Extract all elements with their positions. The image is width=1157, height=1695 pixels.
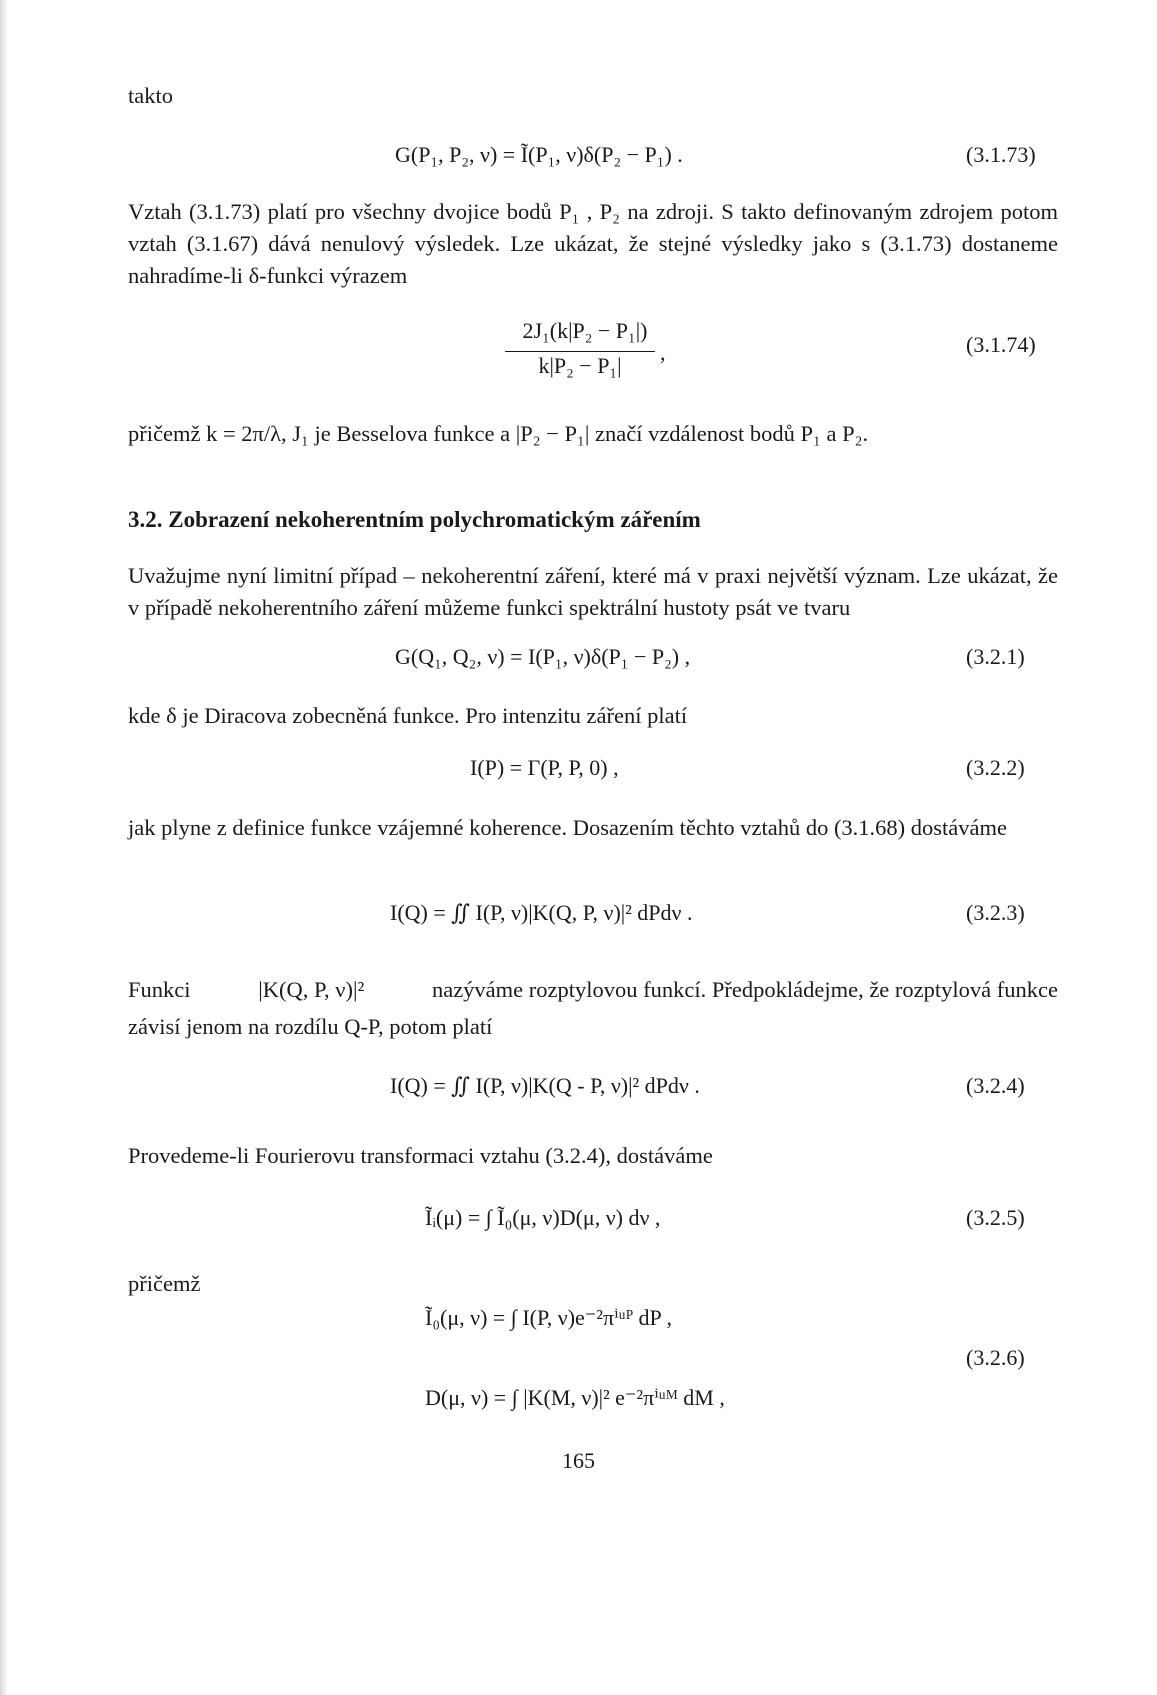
equation-3-2-5: Ĩᵢ(μ) = ∫ Ĩ₀(μ, ν)D(μ, ν) dν ,: [425, 1205, 661, 1230]
equation-number-3-2-2: (3.2.2): [966, 755, 1025, 780]
paragraph-6-inline-math: |K(Q, P, ν)|²: [258, 977, 365, 1002]
equation-3-2-6-b: D(μ, ν) = ∫ |K(M, ν)|² e⁻²πⁱᵘᴹ dM ,: [425, 1385, 725, 1410]
text-line-pricemz: přičemž: [128, 1271, 201, 1296]
text-line-takto: takto: [128, 83, 173, 108]
equation-3-2-4: I(Q) = ∬ I(P, ν)|K(Q - P, ν)|² dPdν .: [390, 1073, 700, 1098]
paragraph-6-text-b: nazýváme rozptylovou funkcí. Předpokládejme, že rozptylová funkce: [431, 977, 1058, 1002]
equation-number-3-2-4: (3.2.4): [966, 1073, 1025, 1098]
equation-3-2-2: I(P) = Γ(P, P, 0) ,: [470, 755, 619, 780]
equation-3-2-1: G(Q₁, Q₂, ν) = I(P₁, ν)δ(P₁ − P₂) ,: [395, 644, 691, 669]
fraction-bar-3-1-74: [505, 351, 655, 352]
paragraph-2-text-a: přičemž k = 2π/λ, J₁ je Besselova funkce a: [128, 421, 511, 446]
paragraph-2-inline-math: |P₂ − P₁|: [515, 421, 590, 446]
paragraph-6-line-1: [128, 974, 1058, 1006]
paragraph-2: [128, 418, 1058, 450]
equation-number-3-2-6: (3.2.6): [966, 1345, 1025, 1370]
fraction-numerator-3-1-74: 2J₁(k|P₂ − P₁|): [522, 318, 648, 343]
paragraph-5: jak plyne z definice funkce vzájemné koherence. Dosazením těchto vztahů do (3.1.68) dostáváme: [128, 815, 1008, 840]
equation-3-1-73: G(P₁, P₂, ν) = Ĩ(P₁, ν)δ(P₂ − P₁) .: [395, 142, 683, 167]
equation-number-3-2-1: (3.2.1): [966, 644, 1025, 669]
equation-3-2-6-a: Ĩ₀(μ, ν) = ∫ I(P, ν)e⁻²πⁱᵘᴾ dP ,: [425, 1305, 672, 1330]
paragraph-4: kde δ je Diracova zobecněná funkce. Pro intenzitu záření platí: [128, 703, 688, 728]
paragraph-7: Provedeme-li Fourierovu transformaci vztahu (3.2.4), dostáváme: [128, 1143, 713, 1168]
equation-3-2-3: I(Q) = ∬ I(P, ν)|K(Q, P, ν)|² dPdν .: [390, 900, 693, 925]
page-number: 165: [562, 1448, 595, 1473]
equation-number-3-1-74: (3.1.74): [966, 332, 1036, 357]
paragraph-6-line-2: závisí jenom na rozdílu Q-P, potom platí: [128, 1014, 493, 1039]
section-heading-3-2: 3.2. Zobrazení nekoherentním polychromatickým zářením: [128, 507, 701, 532]
equation-number-3-2-5: (3.2.5): [966, 1205, 1025, 1230]
equation-number-3-1-73: (3.1.73): [966, 142, 1036, 167]
paragraph-2-text-b: značí vzdálenost bodů P₁ a P₂.: [594, 421, 869, 446]
paragraph-6-text-a: Funkci: [128, 977, 191, 1002]
equation-number-3-2-3: (3.2.3): [966, 900, 1025, 925]
scan-edge-shadow: [0, 0, 8, 1695]
fraction-denominator-3-1-74: k|P₂ − P₁|: [538, 353, 622, 378]
fraction-comma-3-1-74: ,: [660, 340, 666, 365]
paragraph-3: Uvažujme nyní limitní případ – nekoherentní záření, které má v praxi největší význam. Lze ukázat, že v případě nekoherentního záření můžeme funkci spektrální hustoty psát ve tvaru: [128, 563, 1058, 620]
paragraph-1: Vztah (3.1.73) platí pro všechny dvojice bodů P₁ , P₂ na zdroji. S takto definovaným zdrojem potom vztah (3.1.67) dává nenulový výsledek. Lze ukázat, že stejné výsledky jako s (3.1.73) dostaneme nahradíme-li δ-funkci výrazem: [128, 199, 1058, 288]
